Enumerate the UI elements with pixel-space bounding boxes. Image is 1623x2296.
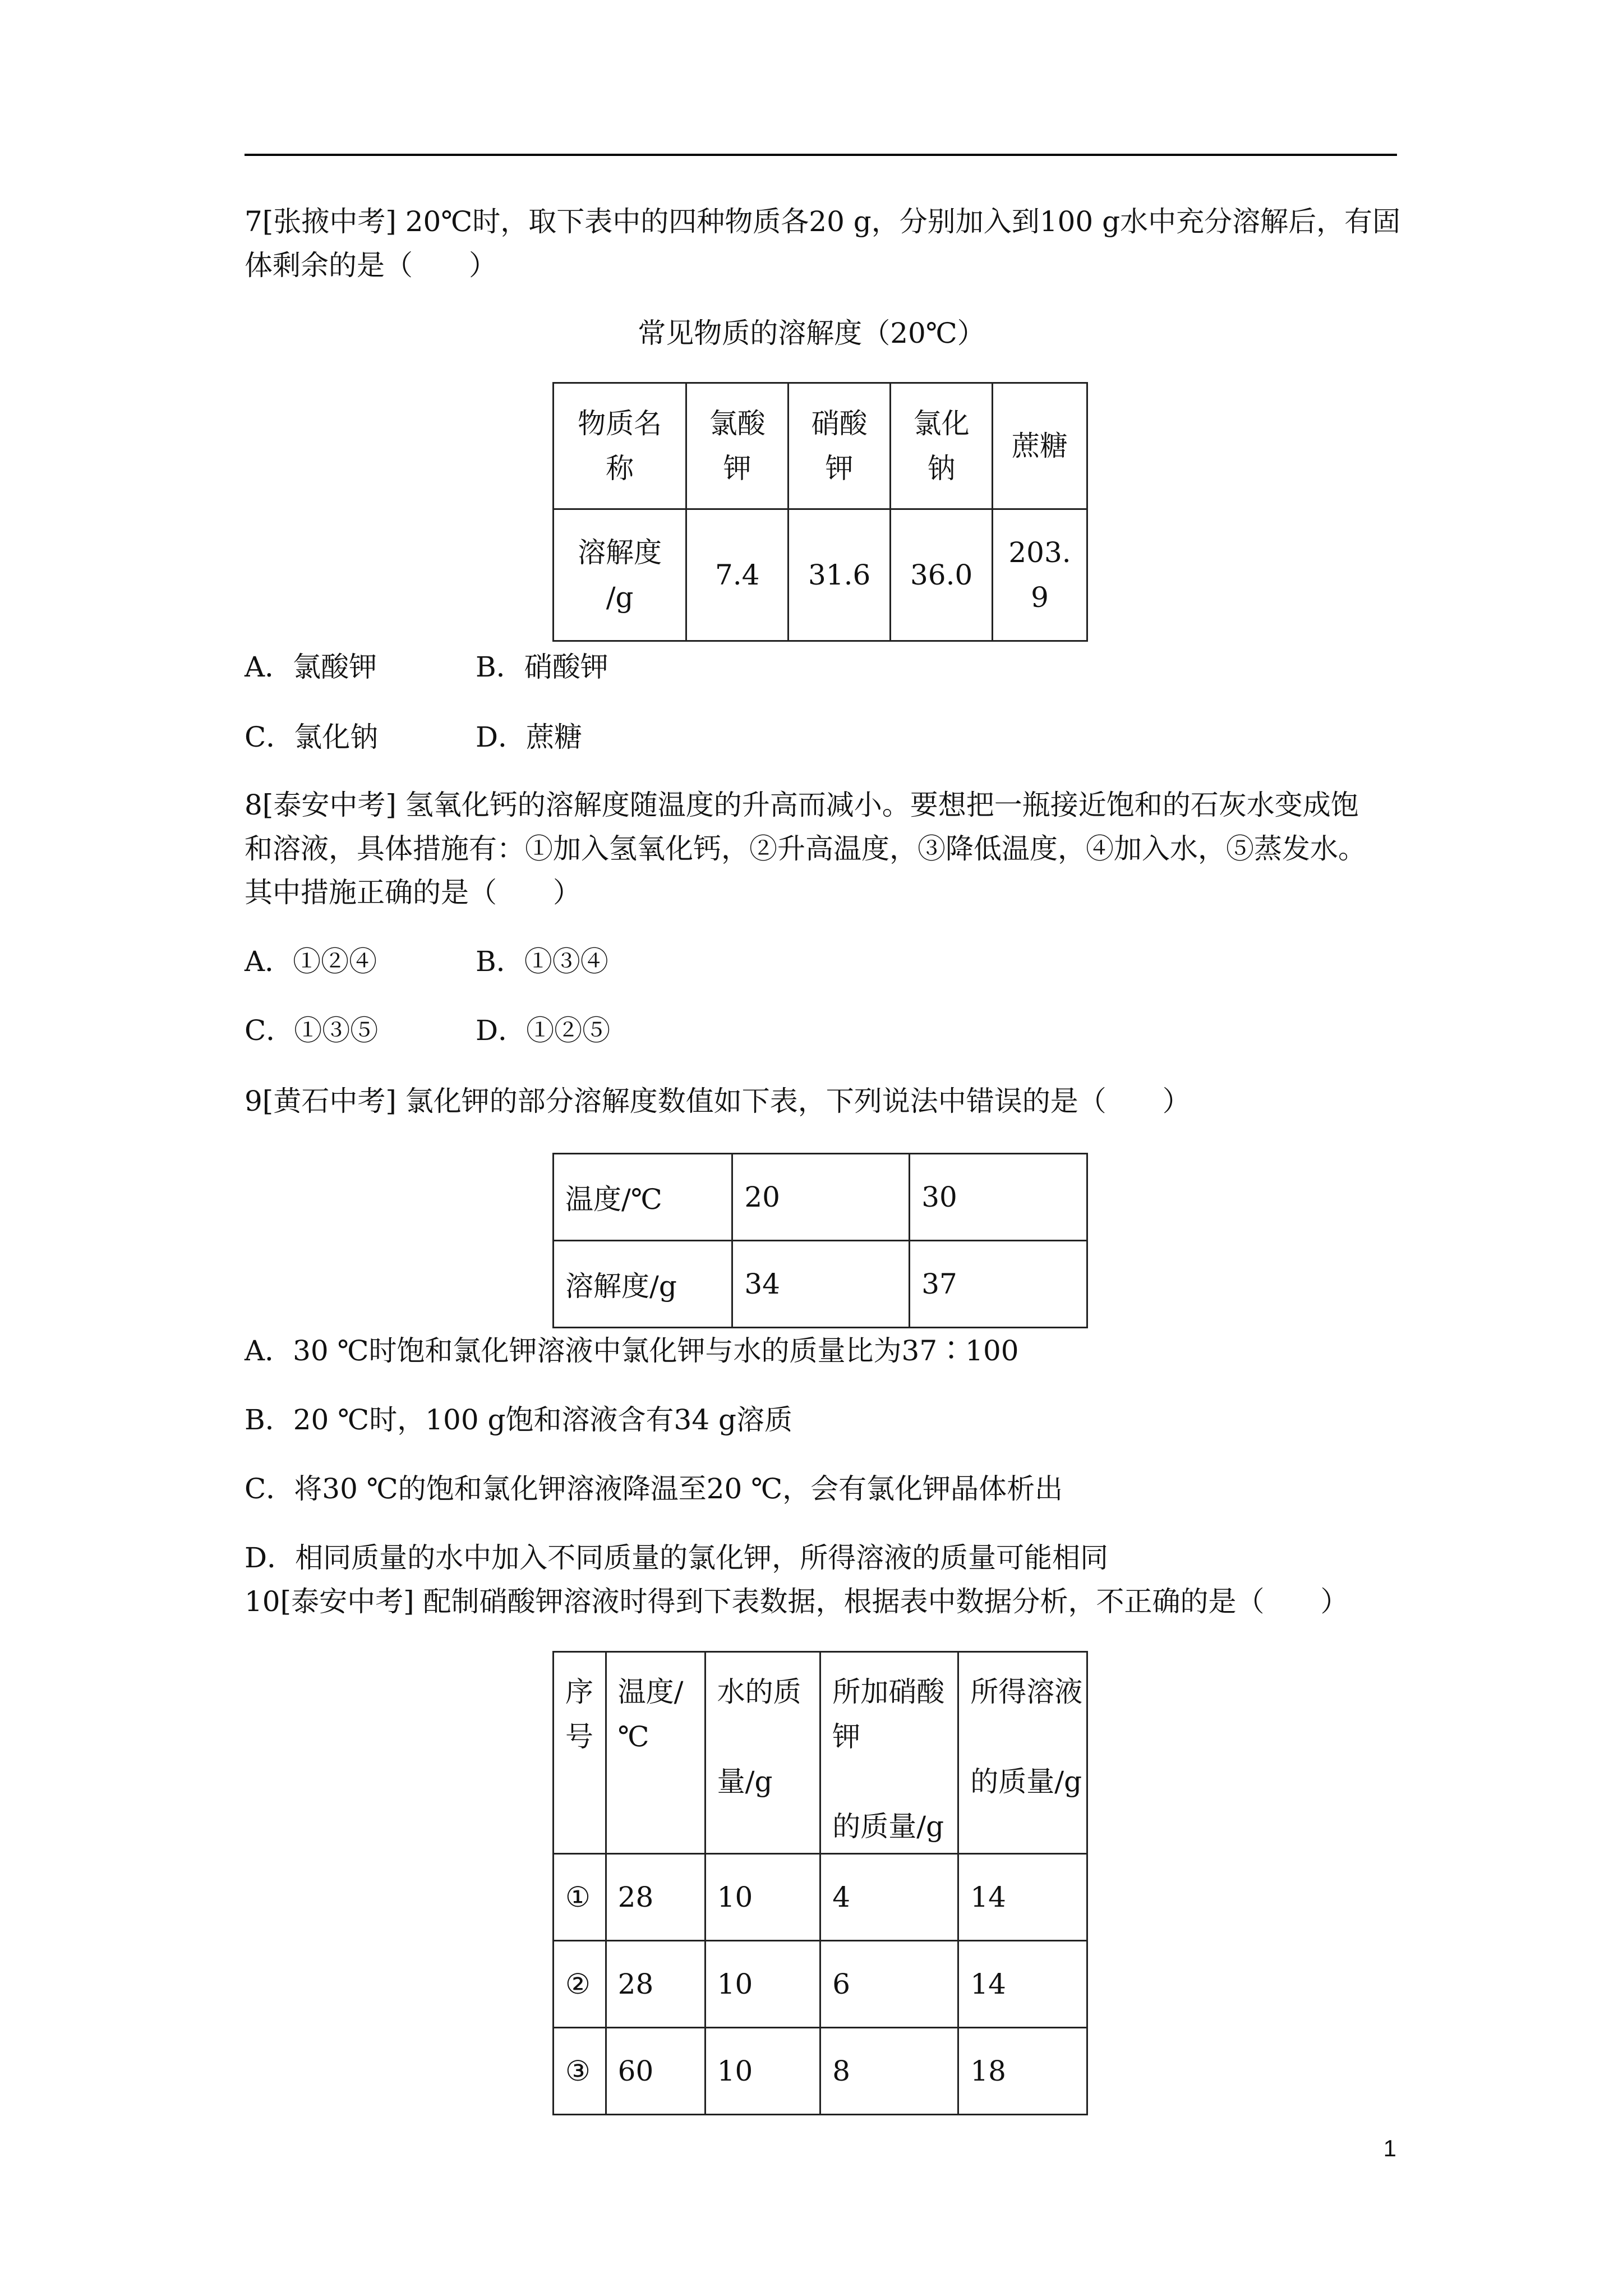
table-cell: 10 xyxy=(705,2028,820,2115)
table-header-cell: 水的质 量/g xyxy=(705,1652,820,1854)
q7-option-d: D．蔗糖 xyxy=(476,721,583,753)
q8-line-3: 其中措施正确的是（ ） xyxy=(245,876,581,909)
table-cell: 20 xyxy=(732,1154,910,1241)
table-cell: 18 xyxy=(958,2028,1087,2115)
q7-line-1: 7[张掖中考] 20℃时，取下表中的四种物质各20 g，分别加入到100 g水中充分溶解后，有固 xyxy=(245,205,1401,238)
table-cell: 36.0 xyxy=(891,509,993,641)
table-cell: ③ xyxy=(554,2028,606,2115)
table-cell: 31.6 xyxy=(789,509,891,641)
q7-option-a: A．氯酸钾 xyxy=(245,651,377,683)
table-cell: 6 xyxy=(820,1941,958,2028)
table-cell: 溶解度 /g xyxy=(554,509,686,641)
q8-line-1: 8[泰安中考] 氢氧化钙的溶解度随温度的升高而减小。要想把一瓶接近饱和的石灰水变成饱 xyxy=(245,789,1359,821)
table-cell: ② xyxy=(554,1941,606,2028)
header-rule xyxy=(245,154,1397,156)
table-header-cell: 所加硝酸 钾 的质量/g xyxy=(820,1652,958,1854)
page-number: 1 xyxy=(1383,2135,1396,2161)
table-cell: 28 xyxy=(606,1941,705,2028)
q7-solubility-table xyxy=(552,382,1088,642)
table-cell: 203. 9 xyxy=(993,509,1087,641)
table-cell: 8 xyxy=(820,2028,958,2115)
table-cell: 37 xyxy=(910,1241,1087,1328)
table-cell: 7.4 xyxy=(686,509,789,641)
q8-line-2: 和溶液，具体措施有：①加入氢氧化钙，②升高温度，③降低温度，④加入水，⑤蒸发水。 xyxy=(245,832,1366,865)
q9-option-c: C．将30 ℃的饱和氯化钾溶液降温至20 ℃，会有氯化钾晶体析出 xyxy=(245,1473,1063,1505)
table-header-cell: 物质名 称 xyxy=(554,383,686,509)
table-header-cell: 温度/ ℃ xyxy=(606,1652,705,1854)
q7-option-b: B．硝酸钾 xyxy=(476,651,608,683)
table-cell: 10 xyxy=(705,1854,820,1941)
q9-line-1: 9[黄石中考] 氯化钾的部分溶解度数值如下表，下列说法中错误的是（ ） xyxy=(245,1085,1191,1117)
table-cell: 30 xyxy=(910,1154,1087,1241)
table-cell: 14 xyxy=(958,1941,1087,2028)
table-cell: 溶解度/g xyxy=(554,1241,732,1328)
table-header-cell: 序 号 xyxy=(554,1652,606,1854)
table-header-cell: 氯酸 钾 xyxy=(686,383,789,509)
table-cell: 34 xyxy=(732,1241,910,1328)
table-header-cell: 氯化 钠 xyxy=(891,383,993,509)
q8-option-c: C．①③⑤ xyxy=(245,1014,379,1047)
q9-option-d: D．相同质量的水中加入不同质量的氯化钾，所得溶液的质量可能相同 xyxy=(245,1542,1109,1574)
q9-solubility-table xyxy=(552,1153,1088,1328)
q10-data-table xyxy=(552,1651,1088,2115)
table-cell: 温度/℃ xyxy=(554,1154,732,1241)
table-header-cell: 蔗糖 xyxy=(993,383,1087,509)
q9-option-b: B．20 ℃时，100 g饱和溶液含有34 g溶质 xyxy=(245,1404,793,1436)
table-cell: 4 xyxy=(820,1854,958,1941)
q7-option-c: C．氯化钠 xyxy=(245,721,379,753)
table-cell: 28 xyxy=(606,1854,705,1941)
q7-line-2: 体剩余的是（ ） xyxy=(245,249,497,282)
table-cell: 10 xyxy=(705,1941,820,2028)
table-header-cell: 硝酸 钾 xyxy=(789,383,891,509)
table-header-cell: 所得溶液 的质量/g xyxy=(958,1652,1087,1854)
q8-option-d: D．①②⑤ xyxy=(476,1014,611,1047)
q8-option-a: A．①②④ xyxy=(245,945,377,978)
table-cell: 14 xyxy=(958,1854,1087,1941)
q8-option-b: B．①③④ xyxy=(476,945,608,978)
table-cell: ① xyxy=(554,1854,606,1941)
q10-line-1: 10[泰安中考] 配制硝酸钾溶液时得到下表数据，根据表中数据分析，不正确的是（ ） xyxy=(245,1585,1349,1618)
q7-table-caption: 常见物质的溶解度（20℃） xyxy=(638,317,985,349)
table-cell: 60 xyxy=(606,2028,705,2115)
q9-option-a: A．30 ℃时饱和氯化钾溶液中氯化钾与水的质量比为37∶100 xyxy=(245,1335,1019,1367)
